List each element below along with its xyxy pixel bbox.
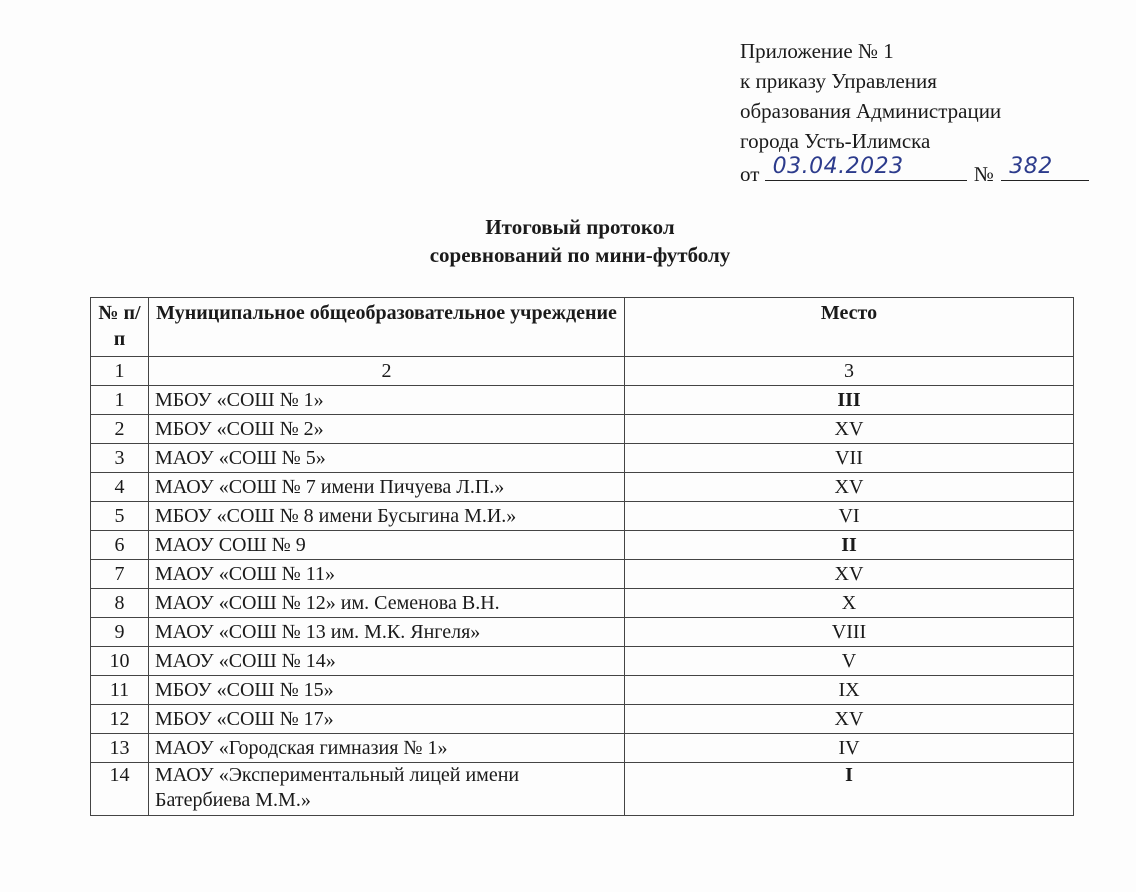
date-field [765, 156, 967, 181]
table-row [91, 589, 1074, 618]
place-value: II [625, 531, 1074, 560]
row-number: 5 [91, 502, 149, 531]
place-value: XV [625, 560, 1074, 589]
title-line-1: Итоговый протокол [485, 215, 675, 239]
school-name: МБОУ «СОШ № 17» [149, 705, 625, 734]
header-num: № п/п [91, 298, 149, 357]
appendix-word: образования [740, 99, 851, 123]
school-name: МАОУ «Городская гимназия № 1» [149, 734, 625, 763]
row-number: 2 [91, 415, 149, 444]
number-field [1001, 156, 1089, 181]
place-value: VIII [625, 618, 1074, 647]
school-name: МАОУ «Экспериментальный лицей имени Батербиева М.М.» [149, 763, 625, 816]
appendix-line-education [740, 96, 1074, 126]
row-number: 11 [91, 676, 149, 705]
row-number: 4 [91, 473, 149, 502]
table-row [91, 444, 1074, 473]
appendix-city: города Усть-Илимска [740, 129, 931, 153]
school-name: МАОУ «СОШ № 13 им. М.К. Янгеля» [149, 618, 625, 647]
appendix-line-order [740, 66, 1074, 96]
table-row [91, 560, 1074, 589]
school-name: МАОУ «СОШ № 12» им. Семенова В.Н. [149, 589, 625, 618]
row-number: 6 [91, 531, 149, 560]
appendix-word: Администрации [856, 99, 1002, 123]
row-number: 8 [91, 589, 149, 618]
table-row [91, 415, 1074, 444]
document-title [0, 213, 1136, 269]
place-value: III [625, 386, 1074, 415]
table-row [91, 618, 1074, 647]
school-name: МБОУ «СОШ № 2» [149, 415, 625, 444]
row-number: 13 [91, 734, 149, 763]
appendix-word: к [740, 69, 751, 93]
column-number: 2 [149, 357, 625, 386]
appendix-word: Управления [831, 69, 937, 93]
row-number: 12 [91, 705, 149, 734]
place-value: IV [625, 734, 1074, 763]
appendix-word: приказу [755, 69, 826, 93]
school-name: МАОУ «СОШ № 14» [149, 647, 625, 676]
school-name: МАОУ «СОШ № 5» [149, 444, 625, 473]
table-row [91, 676, 1074, 705]
place-value: XV [625, 705, 1074, 734]
place-value: X [625, 589, 1074, 618]
results-table [90, 297, 1074, 816]
row-number: 10 [91, 647, 149, 676]
place-value: VI [625, 502, 1074, 531]
title-line-2: соревнований по мини-футболу [429, 243, 731, 267]
from-label: от [740, 162, 760, 186]
appendix-header [740, 36, 1074, 189]
table-row [91, 734, 1074, 763]
row-number: 14 [91, 763, 149, 816]
column-numbering-row [91, 357, 1074, 386]
school-name: МБОУ «СОШ № 15» [149, 676, 625, 705]
school-name: МБОУ «СОШ № 8 имени Бусыгина М.И.» [149, 502, 625, 531]
school-name: МАОУ «СОШ № 11» [149, 560, 625, 589]
table-row [91, 386, 1074, 415]
header-place: Место [625, 298, 1074, 357]
number-label: № [973, 162, 994, 186]
place-value: V [625, 647, 1074, 676]
column-number: 1 [91, 357, 149, 386]
place-value: XV [625, 473, 1074, 502]
appendix-title: Приложение № 1 [740, 39, 894, 63]
column-number: 3 [625, 357, 1074, 386]
handwritten-number: 382 [1009, 154, 1053, 179]
table-row [91, 502, 1074, 531]
table-header-row [91, 298, 1074, 357]
table-row [91, 531, 1074, 560]
school-name: МБОУ «СОШ № 1» [149, 386, 625, 415]
table-row [91, 473, 1074, 502]
place-value: XV [625, 415, 1074, 444]
row-number: 1 [91, 386, 149, 415]
row-number: 9 [91, 618, 149, 647]
header-school: Муниципальное общеобразовательное учреждение [149, 298, 625, 357]
row-number: 3 [91, 444, 149, 473]
table-row [91, 705, 1074, 734]
appendix-date-number [740, 156, 1074, 189]
table-row [91, 763, 1074, 816]
school-name: МАОУ «СОШ № 7 имени Пичуева Л.П.» [149, 473, 625, 502]
place-value: VII [625, 444, 1074, 473]
table-row [91, 647, 1074, 676]
place-value: I [625, 763, 1074, 816]
school-name: МАОУ СОШ № 9 [149, 531, 625, 560]
handwritten-date: 03.04.2023 [772, 154, 904, 179]
row-number: 7 [91, 560, 149, 589]
place-value: IX [625, 676, 1074, 705]
